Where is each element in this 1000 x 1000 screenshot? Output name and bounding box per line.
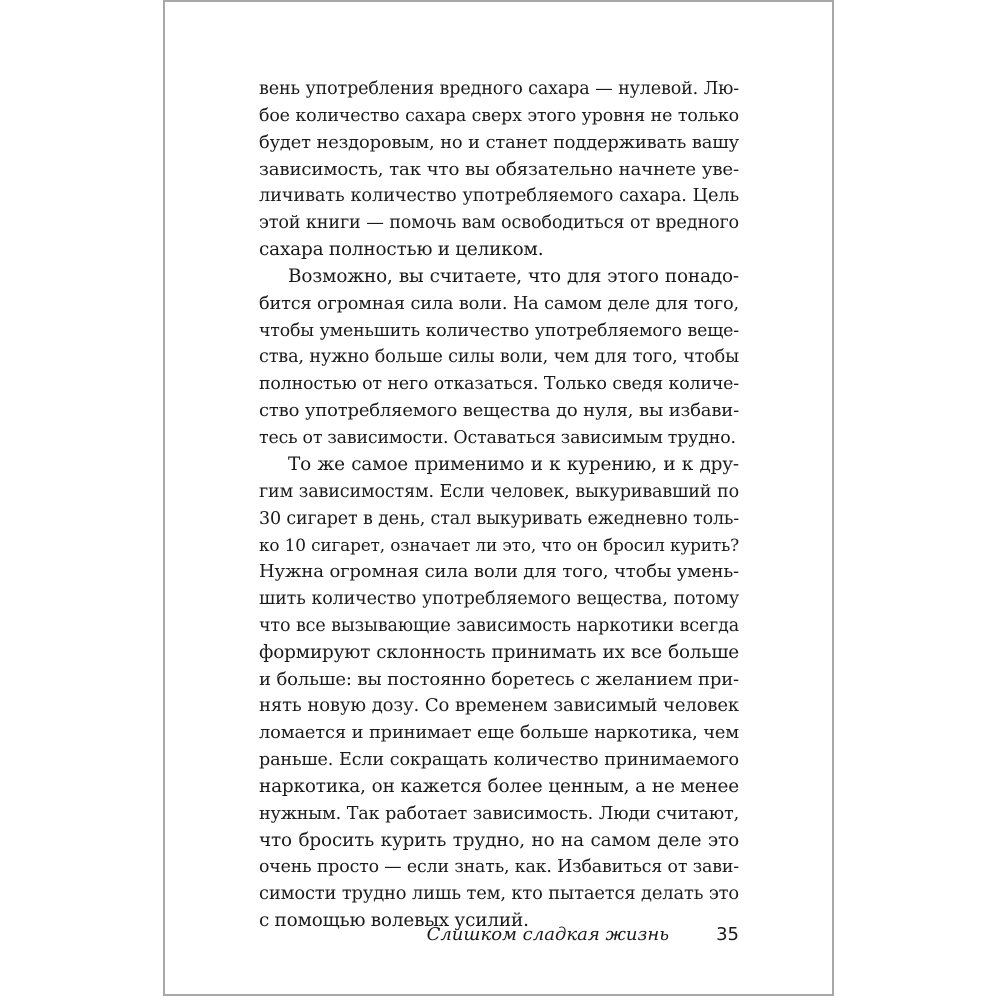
text-line: ломается и принимает еще больше наркотика, чем [259, 722, 739, 744]
text-line: будет нездоровым, но и станет поддерживать вашу [259, 131, 739, 153]
book-page [163, 0, 834, 996]
text-line: ства, нужно больше силы воли, чем для того, чтобы [259, 347, 739, 368]
text-line: очень просто — если знать, как. Избавиться от зави- [259, 857, 739, 878]
text-line: тесь от зависимости. Оставаться зависимым трудно. [259, 427, 736, 448]
text-line: и больше: вы постоянно боретесь с желанием при- [259, 668, 739, 690]
body-text [259, 76, 739, 935]
text-line: симости трудно лишь тем, кто пытается делать это [259, 883, 739, 905]
text-line: формируют склонность принимать их все больше [259, 641, 739, 663]
text-line: вень употребления вредного сахара — нулевой. Лю- [259, 79, 739, 99]
text-line: раньше. Если сокращать количество принимаемого [259, 750, 739, 771]
page-footer [259, 924, 739, 952]
text-line: что все вызывающие зависимость наркотики всегда [259, 615, 739, 636]
page-number: 35 [716, 924, 739, 945]
text-line: личивать количество употребляемого сахара. Цель [259, 186, 739, 207]
text-line: сахара полностью и целиком. [259, 239, 544, 261]
running-title: Слишком сладкая жизнь [426, 924, 669, 945]
text-line: чтобы уменьшить количество употребляемого веще- [259, 320, 739, 341]
text-line: что бросить курить трудно, но на самом деле это [259, 829, 739, 851]
text-line: ство употребляемого вещества до нуля, вы избави- [259, 400, 739, 422]
text-line: бое количество сахара сверх этого уровня не только [259, 105, 739, 126]
text-line: полностью от него отказаться. Только сведя количе- [259, 374, 739, 395]
text-line: гим зависимостям. Если человек, выкуривавший по [259, 481, 739, 502]
text-line: шить количество употребляемого вещества, потому [259, 589, 739, 610]
text-line: Возможно, вы считаете, что для этого понадо- [288, 265, 739, 287]
text-line: 30 сигарет в день, стал выкуривать ежедневно толь- [259, 508, 739, 529]
text-line: ко 10 сигарет, означает ли это, что он бросил курить? [259, 535, 739, 556]
text-line: наркотика, он кажется более ценным, а не менее [259, 775, 739, 797]
text-line: То же самое применимо и к курению, и к дру- [288, 453, 739, 475]
text-line: зависимость, так что вы обязательно начнете уве- [259, 158, 739, 180]
text-line: с помощью волевых усилий. [259, 910, 529, 932]
text-line: бится огромная сила воли. На самом деле для того, [259, 293, 739, 314]
text-line: нужным. Так работает зависимость. Люди считают, [259, 803, 739, 824]
text-line: нять новую дозу. Со временем зависимый человек [259, 695, 739, 717]
text-line: Нужна огромная сила воли для того, чтобы умень- [259, 561, 739, 583]
text-line: этой книги — помочь вам освободиться от вредного [259, 213, 739, 234]
